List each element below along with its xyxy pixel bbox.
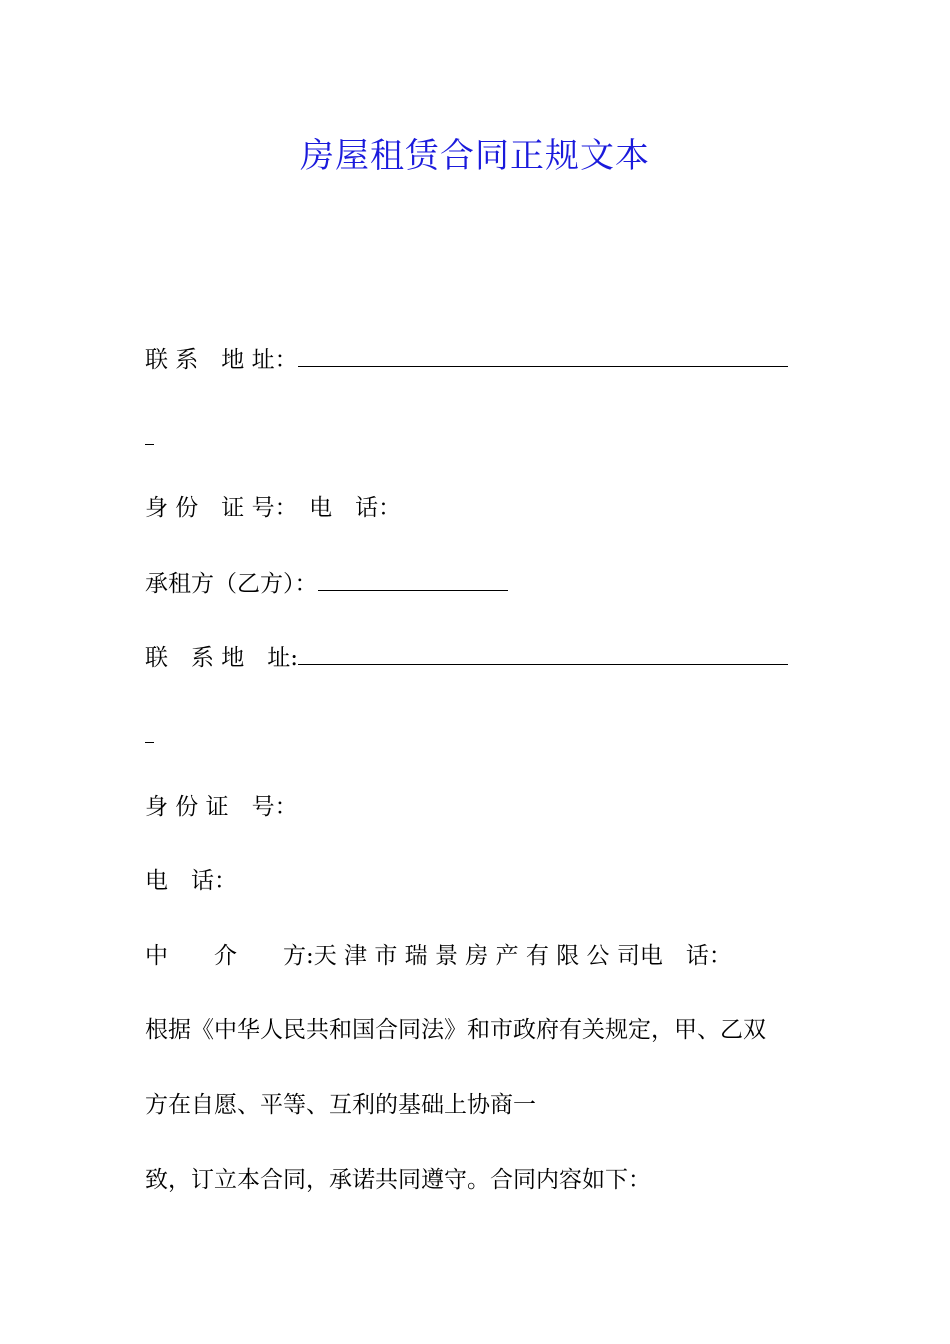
body-paragraph-line-1: 根据《中华人民共和国合同法》和市政府有关规定，甲、乙双 — [145, 1017, 766, 1043]
lessee-address-field-continuation — [145, 742, 154, 743]
lessee-party-label: 承租方（乙方）： — [145, 571, 318, 597]
body-paragraph-line-2: 方在自愿、平等、互利的基础上协商一 — [145, 1092, 536, 1118]
agent-label: 中 介 方: — [145, 943, 314, 969]
document-title: 房屋租赁合同正规文本 — [300, 136, 650, 176]
lessee-name-field[interactable] — [318, 568, 508, 591]
lessee-address-label: 联 系 地 址: — [145, 645, 299, 671]
lessor-address-line — [145, 344, 788, 375]
agent-company: 天 津 市 瑞 景 房 产 有 限 公 司 — [313, 943, 640, 969]
lessor-address-field[interactable] — [298, 344, 788, 367]
agent-line — [145, 941, 732, 971]
lessee-address-field[interactable] — [298, 642, 788, 665]
agent-phone-label: 电 话： — [639, 943, 732, 969]
lessor-id-phone-line: 身 份 证 号： 电 话： — [145, 495, 402, 521]
lessor-address-field-continuation — [145, 444, 154, 445]
lessee-address-line — [145, 642, 788, 673]
lessee-id-line: 身 份 证 号： — [145, 794, 298, 820]
body-paragraph-line-3: 致，订立本合同，承诺共同遵守。合同内容如下： — [145, 1167, 651, 1193]
lessor-address-label: 联 系 地 址： — [145, 347, 298, 373]
lessee-phone-line: 电 话： — [145, 868, 237, 894]
lessee-party-line — [145, 568, 508, 599]
